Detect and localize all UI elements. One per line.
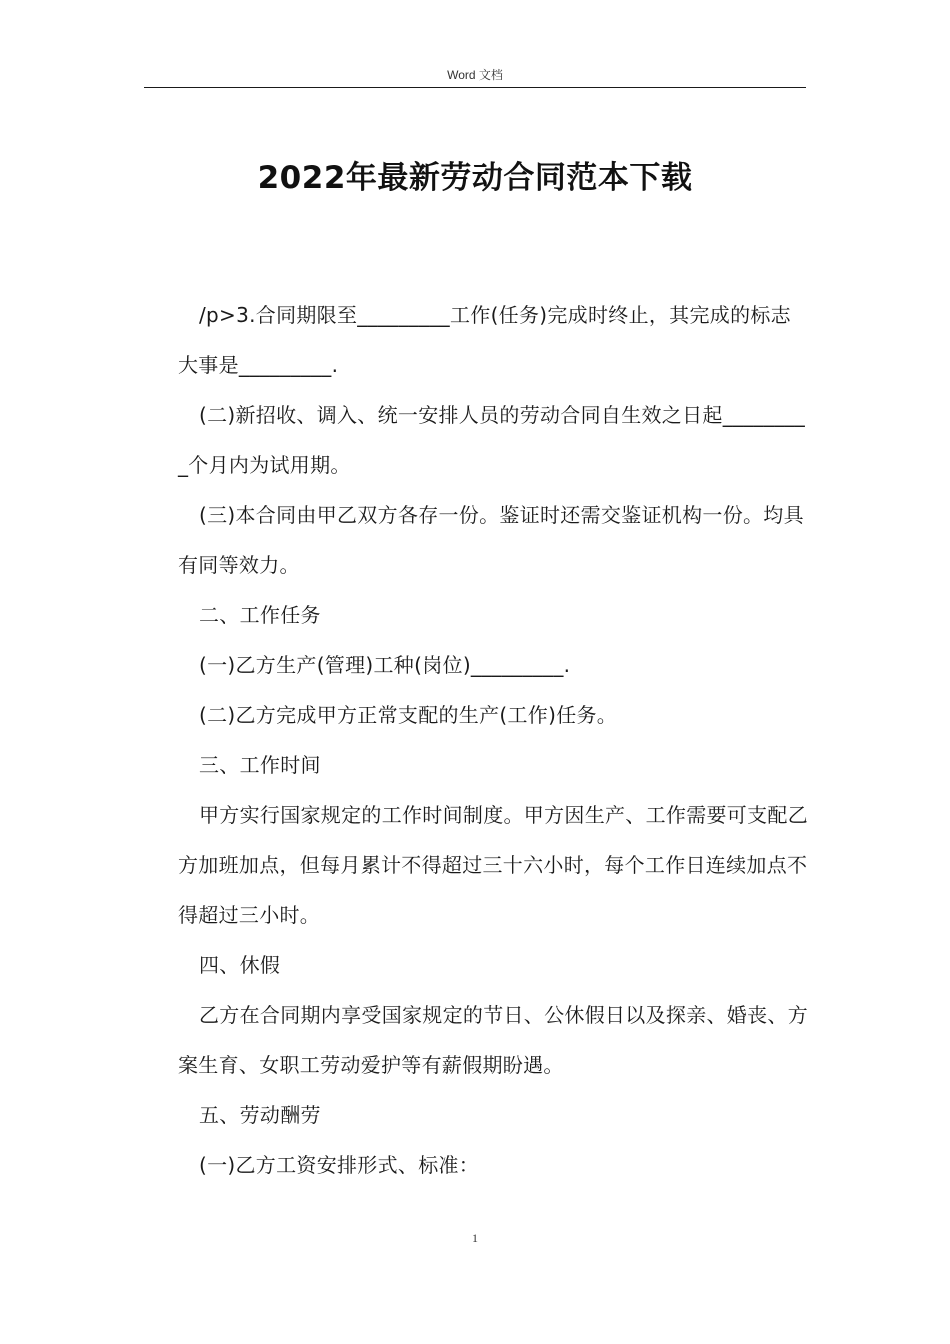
page-header: Word 文档 (447, 68, 503, 82)
section-heading-remuneration: 五、劳动酬劳 (199, 1103, 321, 1127)
page-number: 1 (472, 1231, 478, 1245)
section-heading-leave: 四、休假 (199, 953, 281, 977)
section-heading-work-time: 三、工作时间 (199, 753, 321, 777)
paragraph-copies: (三)本合同由甲乙双方各存一份。鉴证时还需交鉴证机构一份。均具有同等效力。 (178, 503, 804, 577)
section-heading-work-tasks: 二、工作任务 (199, 603, 321, 627)
header-divider (144, 87, 806, 88)
paragraph-production-tasks: (二)乙方完成甲方正常支配的生产(工作)任务。 (199, 703, 618, 727)
paragraph-holidays: 乙方在合同期内享受国家规定的节日、公休假日以及探亲、婚丧、方案生育、女职工劳动爱护等有薪假期盼遇。 (178, 1003, 808, 1077)
paragraph-wage-form: (一)乙方工资安排形式、标准： (199, 1153, 480, 1177)
paragraph-probation: (二)新招收、调入、统一安排人员的劳动合同自生效之日起_________个月内为试用期。 (178, 403, 806, 477)
paragraph-contract-term: /p>3.合同期限至_________工作(任务)完成时终止，其完成的标志大事是_________. (178, 303, 791, 377)
document-title: 2022年最新劳动合同范本下载 (257, 160, 693, 196)
paragraph-job-type: (一)乙方生产(管理)工种(岗位)_________. (199, 653, 571, 677)
document-body (178, 290, 808, 1190)
paragraph-overtime: 甲方实行国家规定的工作时间制度。甲方因生产、工作需要可支配乙方加班加点，但每月累计不得超过三十六小时，每个工作日连续加点不得超过三小时。 (178, 803, 808, 927)
